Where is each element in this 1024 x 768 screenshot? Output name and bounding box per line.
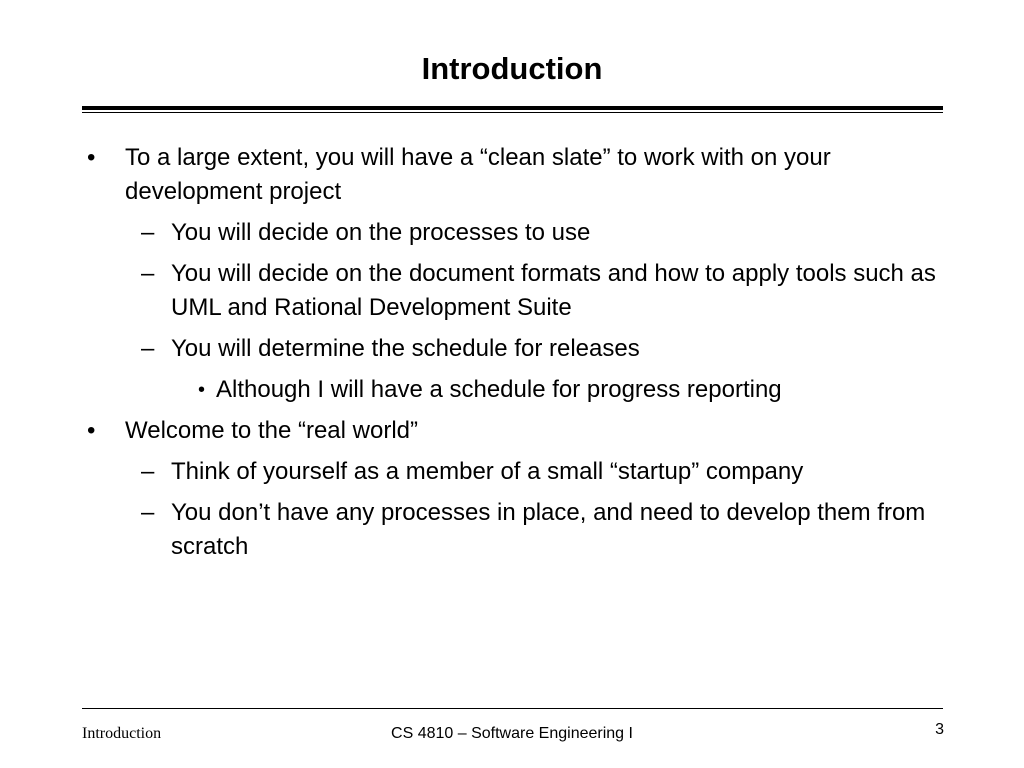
slide-title: Introduction xyxy=(421,51,603,86)
bullet-text: To a large extent, you will have a “clean slate” to work with on your development project xyxy=(125,144,831,205)
list-item xyxy=(0,455,1024,489)
list-item xyxy=(0,414,1024,448)
page-number: 3 xyxy=(935,721,944,738)
dash-marker: – xyxy=(141,260,155,287)
bullet-text: You will decide on the processes to use xyxy=(171,219,591,246)
bullet-text: Although I will have a schedule for progress reporting xyxy=(216,376,782,403)
list-item xyxy=(0,373,1024,407)
bullet-marker: • xyxy=(198,379,206,401)
dash-marker: – xyxy=(141,458,155,485)
bullet-text: You don’t have any processes in place, and need to develop them from scratch xyxy=(171,499,926,560)
list-item xyxy=(0,141,1024,209)
list-item xyxy=(0,257,1024,325)
list-item xyxy=(0,496,1024,564)
list-item xyxy=(0,332,1024,366)
title-divider-thin xyxy=(82,112,943,113)
bullet-text: You will decide on the document formats and how to apply tools such as UML and Rational Development Suite xyxy=(171,260,936,321)
bullet-text: You will determine the schedule for releases xyxy=(171,335,640,362)
footer-course-title: CS 4810 – Software Engineering I xyxy=(391,725,633,742)
bullet-text: Think of yourself as a member of a small “startup” company xyxy=(171,458,804,485)
bullet-text: Welcome to the “real world” xyxy=(125,417,418,444)
bullet-marker: • xyxy=(87,144,96,171)
dash-marker: – xyxy=(141,335,155,362)
bullet-marker: • xyxy=(87,417,96,444)
dash-marker: – xyxy=(141,219,155,246)
list-item xyxy=(0,216,1024,250)
dash-marker: – xyxy=(141,499,155,526)
title-divider-thick xyxy=(82,106,943,110)
footer-section-label: Introduction xyxy=(82,725,162,742)
footer-divider xyxy=(82,708,943,709)
bullet-list xyxy=(0,141,1024,571)
